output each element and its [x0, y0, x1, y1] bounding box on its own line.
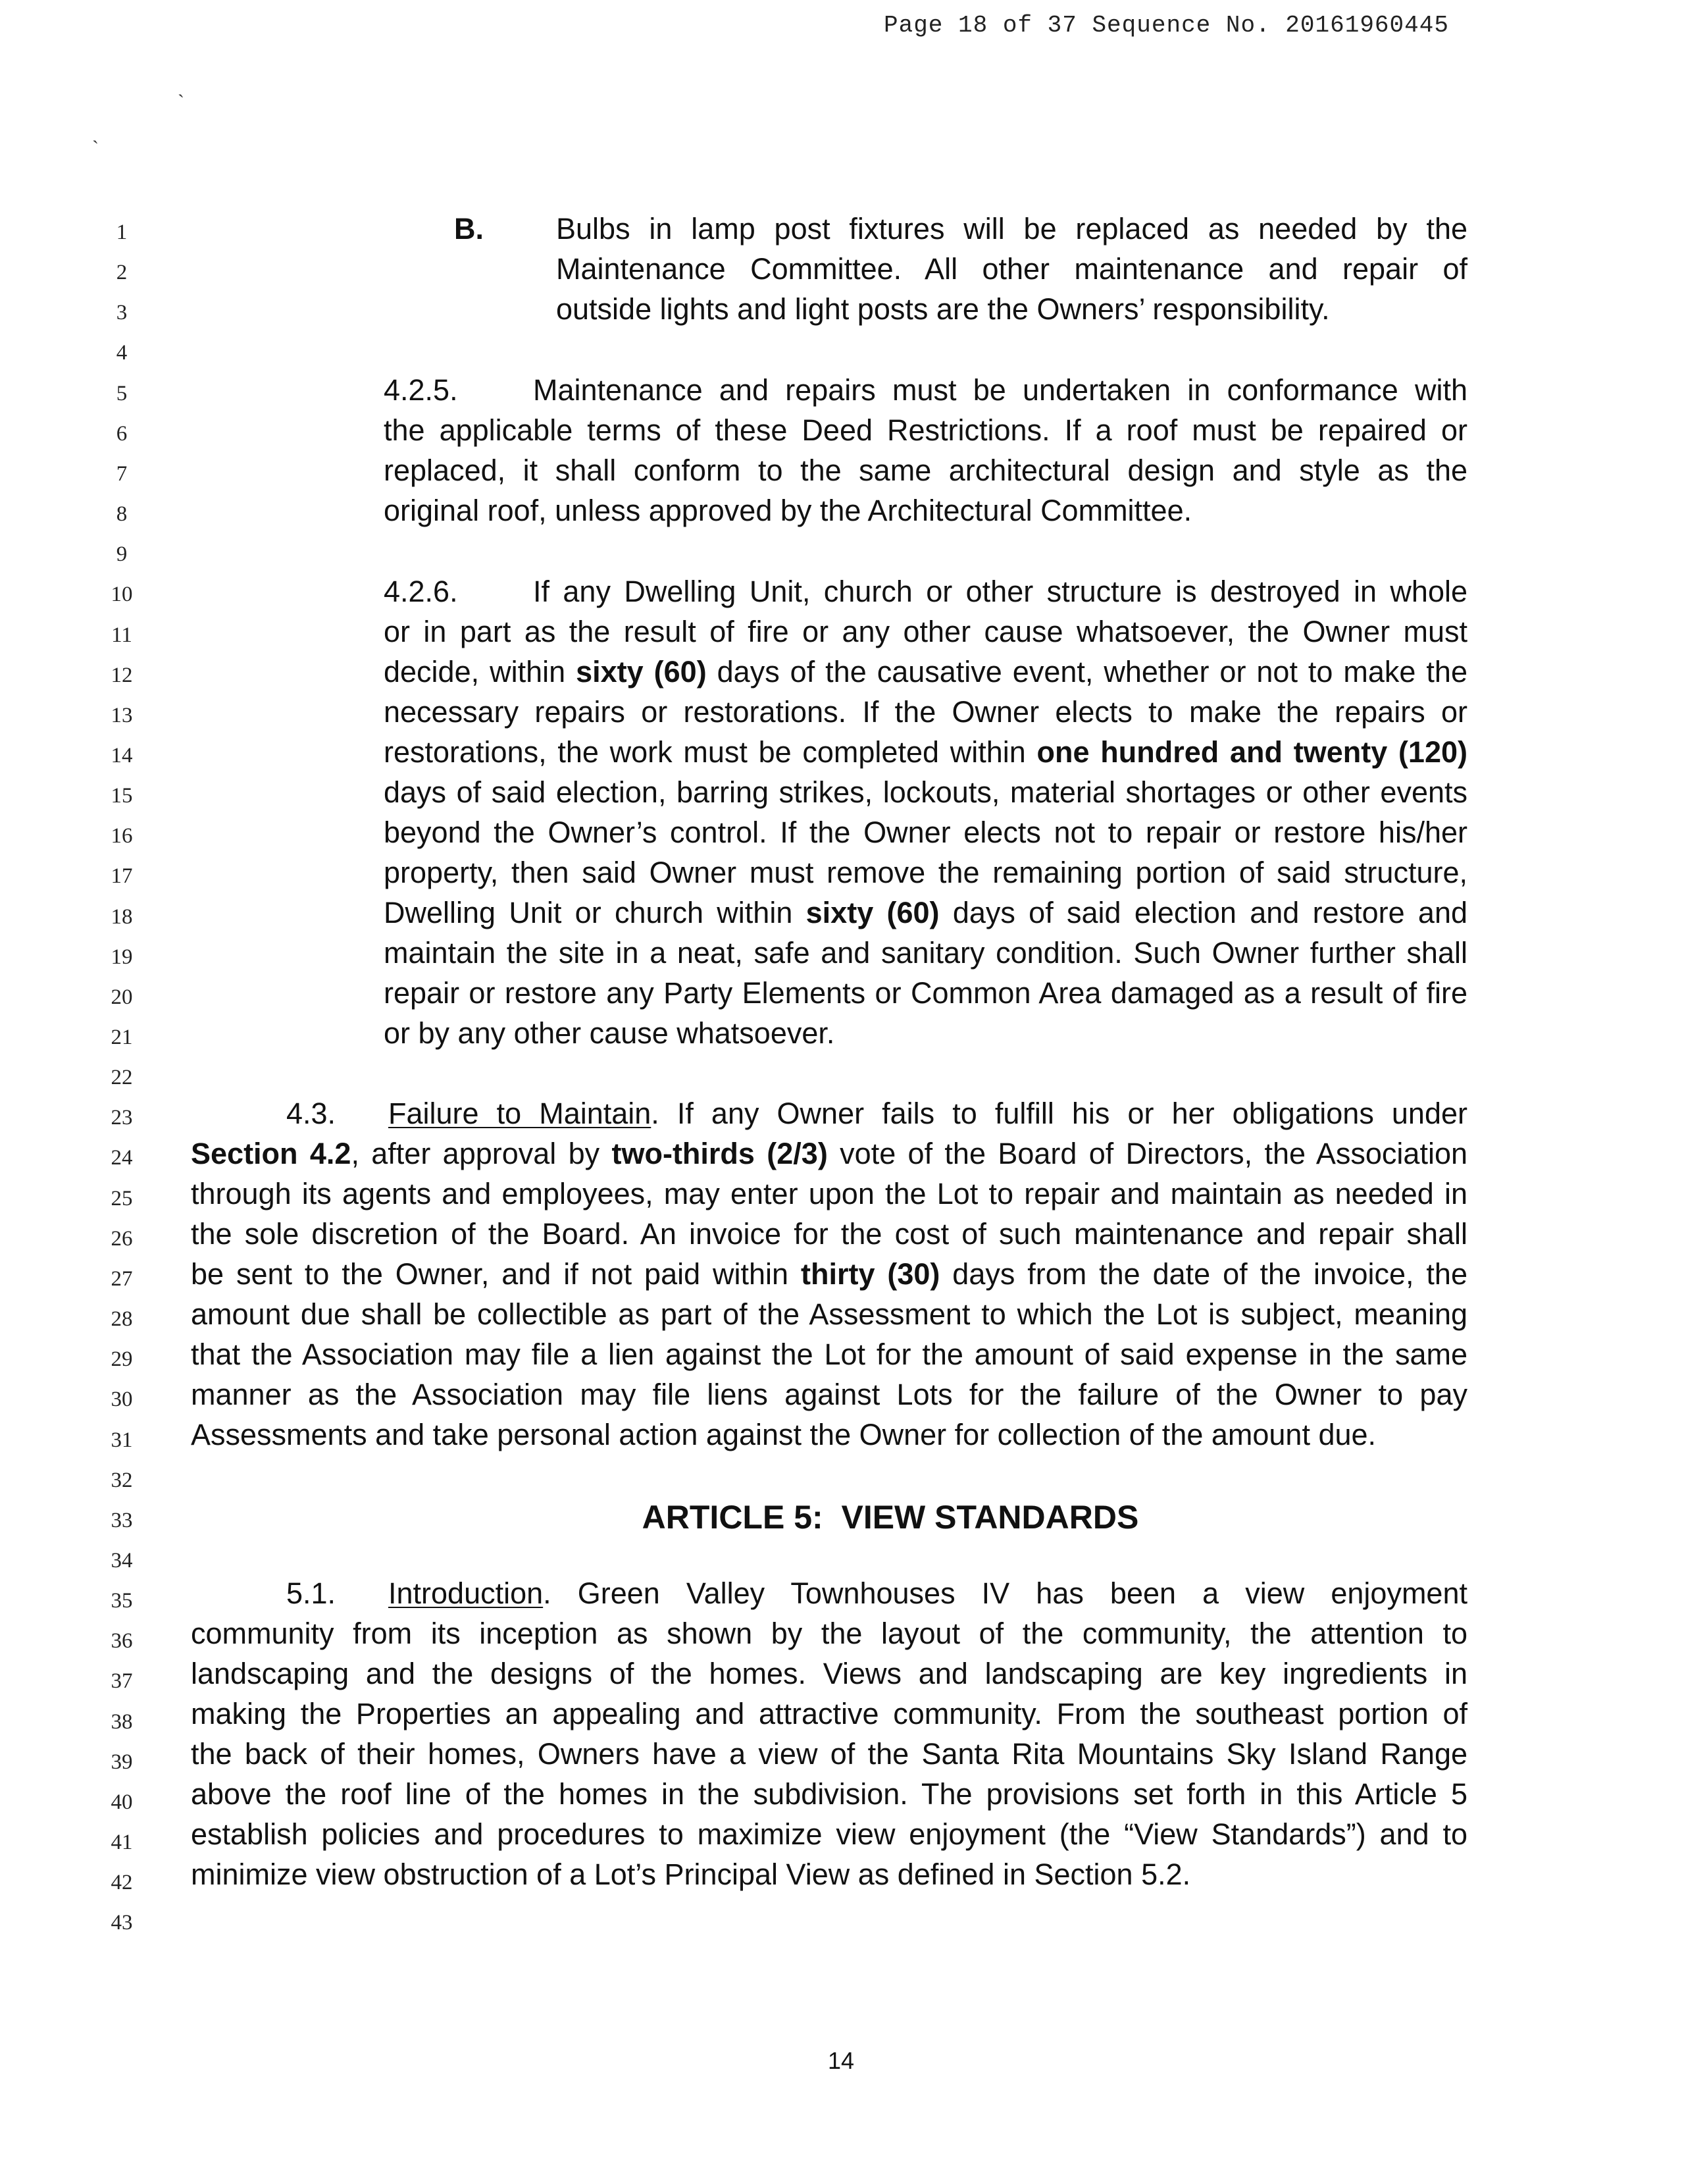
paragraph-line: amount due shall be collectible as part of the Assessment to which the Lot is subject, meaning — [191, 1297, 1467, 1331]
line-number: 24 — [111, 1146, 133, 1170]
line-number: 21 — [111, 1026, 133, 1049]
section-number: 5.1. — [286, 1576, 336, 1610]
line-number: 40 — [111, 1790, 133, 1814]
line-number: 9 — [116, 542, 128, 567]
paragraph-line: days of said election, barring strikes, lockouts, material shortages or other events — [384, 775, 1467, 809]
line-number: 31 — [111, 1428, 133, 1452]
paragraph-line: landscaping and the designs of the homes. Views and landscaping are key ingredients in — [191, 1657, 1467, 1690]
item-b-line: Bulbs in lamp post fixtures will be replaced as needed by the — [556, 212, 1467, 246]
line-number: 33 — [111, 1508, 133, 1532]
paragraph-line: Failure to Maintain. If any Owner fails to fulfill his or her obligations under — [388, 1097, 1467, 1130]
line-number: 27 — [111, 1266, 133, 1291]
line-number: 15 — [111, 784, 133, 808]
line-number: 28 — [111, 1307, 133, 1332]
page-header: Page 18 of 37 Sequence No. 20161960445 — [884, 12, 1449, 39]
paragraph-line: establish policies and procedures to maximize view enjoyment (the “View Standards”) and to — [191, 1817, 1467, 1851]
paragraph-line: manner as the Association may file liens against Lots for the failure of the Owner to pay — [191, 1378, 1467, 1411]
paragraph-line: beyond the Owner’s control. If the Owner elects not to repair or restore his/her — [384, 816, 1467, 849]
line-number: 17 — [111, 864, 133, 889]
paragraph-line: If any Dwelling Unit, church or other structure is destroyed in whole — [533, 575, 1467, 608]
section-number: 4.3. — [286, 1097, 336, 1130]
line-number: 30 — [111, 1388, 133, 1412]
line-number: 36 — [111, 1629, 133, 1653]
paragraph-line: the back of their homes, Owners have a view of the Santa Rita Mountains Sky Island Range — [191, 1737, 1467, 1771]
section-title: Failure to Maintain — [388, 1097, 651, 1130]
paragraph-line: the sole discretion of the Board. An invoice for the cost of such maintenance and repair shall — [191, 1217, 1467, 1251]
item-b-label: B. — [454, 212, 484, 246]
line-number: 35 — [111, 1589, 133, 1613]
line-number: 34 — [111, 1548, 133, 1573]
paragraph-line: decide, within sixty (60) days of the causative event, whether or not to make the — [384, 655, 1467, 689]
paragraph-line: the applicable terms of these Deed Restrictions. If a roof must be repaired or — [384, 413, 1467, 447]
line-number: 2 — [116, 261, 128, 285]
paragraph-line: property, then said Owner must remove the remaining portion of said structure, — [384, 856, 1467, 889]
line-number: 10 — [111, 583, 133, 607]
paragraph-line: or by any other cause whatsoever. — [384, 1016, 835, 1050]
line-number: 23 — [111, 1106, 133, 1130]
line-number: 16 — [111, 824, 133, 848]
line-number: 1 — [116, 221, 128, 244]
line-number: 6 — [116, 421, 128, 446]
line-number: 13 — [111, 703, 133, 727]
paragraph-line: above the roof line of the homes in the subdivision. The provisions set forth in this Article 5 — [191, 1777, 1467, 1811]
item-b-line: Maintenance Committee. All other maintenance and repair of — [556, 252, 1467, 286]
paragraph-line: Assessments and take personal action against the Owner for collection of the amount due. — [191, 1418, 1377, 1451]
paragraph-line: Section 4.2, after approval by two-thirds (2/3) vote of the Board of Directors, the Association — [191, 1137, 1468, 1170]
paragraph-line: Dwelling Unit or church within sixty (60) days of said election and restore and — [384, 896, 1467, 929]
paragraph-line: necessary repairs or restorations. If the Owner elects to make the repairs or — [384, 695, 1467, 729]
line-number: 25 — [111, 1186, 133, 1210]
line-number: 18 — [111, 904, 133, 929]
line-number: 11 — [111, 623, 132, 647]
item-b-line: outside lights and light posts are the Owners’ responsibility. — [556, 292, 1330, 326]
line-number: 26 — [111, 1226, 133, 1251]
line-number: 4 — [116, 341, 128, 365]
line-number: 3 — [116, 301, 128, 325]
paragraph-line: maintain the site in a neat, safe and sanitary condition. Such Owner further shall — [384, 936, 1467, 970]
line-number: 39 — [111, 1750, 133, 1774]
line-number: 43 — [111, 1911, 133, 1935]
paragraph-line: restorations, the work must be completed within one hundred and twenty (120) — [384, 735, 1467, 769]
section-title: Introduction — [388, 1576, 544, 1610]
line-number: 12 — [111, 663, 133, 687]
line-number: 32 — [111, 1468, 133, 1492]
line-number: 7 — [116, 461, 128, 486]
scan-mark: ` — [178, 91, 184, 113]
paragraph-line: repair or restore any Party Elements or Common Area damaged as a result of fire — [384, 976, 1467, 1010]
line-number: 5 — [116, 381, 128, 405]
line-number: 20 — [111, 985, 133, 1009]
line-number: 8 — [116, 502, 128, 527]
line-number: 37 — [111, 1669, 133, 1694]
line-number: 41 — [111, 1831, 133, 1854]
paragraph-line: be sent to the Owner, and if not paid within thirty (30) days from the date of the invoice, the — [191, 1257, 1467, 1291]
paragraph-line: Introduction. Green Valley Townhouses IV has been a view enjoyment — [388, 1576, 1467, 1610]
paragraph-line: that the Association may file a lien against the Lot for the amount of said expense in the same — [191, 1338, 1467, 1371]
paragraph-line: replaced, it shall conform to the same architectural design and style as the — [384, 454, 1467, 487]
line-number: 19 — [111, 945, 133, 969]
scan-mark: ` — [92, 137, 99, 159]
line-number: 22 — [111, 1066, 133, 1090]
page-number: 14 — [827, 2047, 855, 2074]
section-number: 4.2.5. — [384, 373, 458, 407]
paragraph-line: or in part as the result of fire or any other cause whatsoever, the Owner must — [384, 615, 1467, 648]
article-heading: ARTICLE 5: VIEW STANDARDS — [642, 1499, 1139, 1536]
paragraph-line: minimize view obstruction of a Lot’s Principal View as defined in Section 5.2. — [191, 1858, 1191, 1891]
line-number: 14 — [111, 743, 133, 767]
paragraph-line: through its agents and employees, may enter upon the Lot to repair and maintain as needed in — [191, 1177, 1467, 1210]
section-number: 4.2.6. — [384, 575, 458, 608]
paragraph-line: community from its inception as shown by the layout of the community, the attention to — [191, 1617, 1467, 1650]
line-number: 29 — [111, 1347, 133, 1372]
paragraph-line: original roof, unless approved by the Architectural Committee. — [384, 494, 1192, 527]
paragraph-line: making the Properties an appealing and attractive community. From the southeast portion of — [191, 1697, 1467, 1730]
line-number: 38 — [111, 1709, 133, 1734]
paragraph-line: Maintenance and repairs must be undertaken in conformance with — [533, 373, 1467, 407]
line-number: 42 — [111, 1871, 133, 1895]
